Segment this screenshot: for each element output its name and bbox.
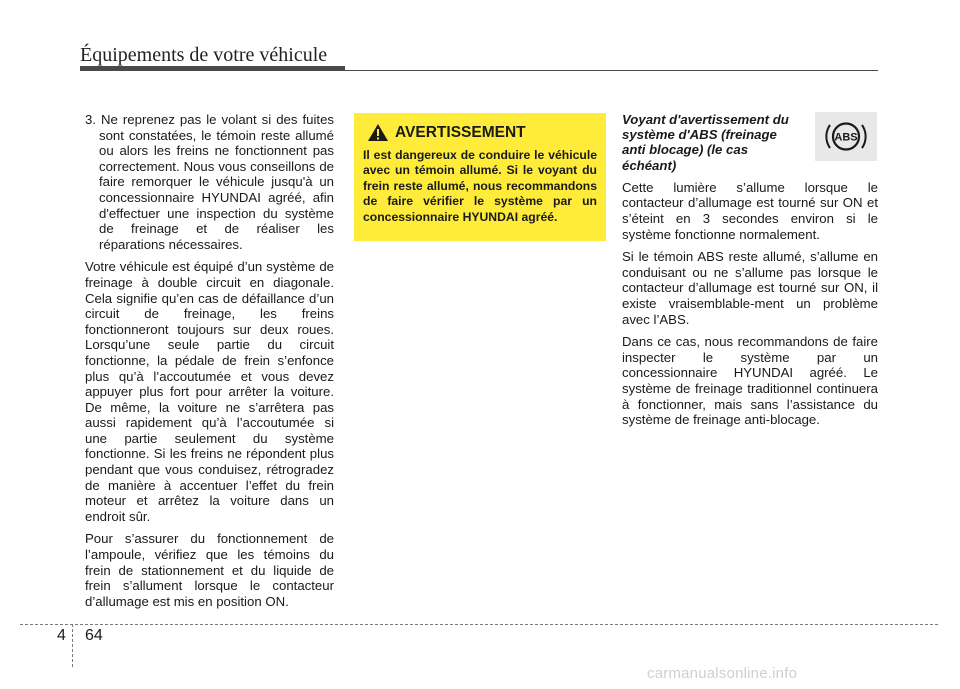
item-number: 3. [85, 112, 96, 127]
warning-text: Il est dangereux de conduire le véhicule avec un témoin allumé. Si le voyant du frein reste allumé, nous recommandons de faire vérifier le système par un concessionnaire HYUNDAI agréé. [363, 148, 597, 224]
abs-label: ABS [834, 131, 858, 144]
abs-paragraph-2: Si le témoin ABS reste allumé, s’allume en conduisant ou ne s’allume pas lorsque le contacteur d’allumage est tourné sur ON, il existe vraisemblable-ment un problème avec l’ABS. [622, 249, 878, 327]
bulb-check-paragraph: Pour s’assurer du fonctionnement de l’ampoule, vérifiez que les témoins du frein de stationnement et du liquide de frein s’allument lorsque le contacteur d’allumage est mis en position ON. [85, 531, 334, 609]
chapter-number: 4 [57, 627, 66, 644]
warning-box [354, 113, 606, 241]
abs-paragraph-3: Dans ce cas, nous recommandons de faire inspecter le système par un concessionnaire HYUNDAI agréé. Le système de freinage traditionnel continuera à fonctionner, mais sans l’assistance du système de freinage anti-blocage. [622, 334, 878, 428]
abs-warning-light [815, 112, 877, 161]
warning-header [363, 123, 597, 142]
page-number: 64 [85, 627, 103, 644]
watermark: carmanualsonline.info [647, 665, 798, 682]
numbered-item-3 [85, 112, 334, 252]
warning-title: AVERTISSEMENT [395, 123, 526, 141]
footer-rule [20, 624, 938, 625]
abs-icon [815, 112, 877, 161]
item-text: Ne reprenez pas le volant si des fuites sont constatées, le témoin reste allumé ou alors les freins ne fonctionnent pas correctement. Nous vous conseillons de faire remorquer le véhicule jusqu'à un concessionnaire HYUNDAI agréé, afin d'effectuer une inspection du système de freinage et de réaliser les réparations nécessaires. [99, 112, 334, 252]
header-bar [80, 66, 345, 71]
dual-circuit-paragraph: Votre véhicule est équipé d’un système de freinage à double circuit en diagonale. Cela signifie qu’en cas de défaillance d’un circuit de freinage, les freins fonctionneront toujours sur deux roues. Lorsqu’une seule partie du circuit fonctionne, la pédale de frein s’enfonce plus qu’à l’accoutumée et vous devez appuyer plus fort pour arrêter la voiture. De même, la voiture ne s’arrêtera pas aussi rapidement qu’à l’accoutumée si une partie seulement du système fonctionne. Si les freins ne répondent plus pendant que vous conduisez, rétrogradez de manière à accentuer l’effet du frein moteur et arrêtez la voiture dans un endroit sûr. [85, 259, 334, 524]
warning-triangle-icon [367, 123, 389, 142]
left-column [85, 112, 334, 616]
footer-separator [72, 624, 73, 667]
abs-section-heading: Voyant d'avertissement du système d'ABS (freinage anti blocage) (le cas échéant) [622, 112, 789, 173]
page-header-title: Équipements de votre véhicule [80, 44, 328, 66]
abs-paragraph-1: Cette lumière s’allume lorsque le contacteur d’allumage est tourné sur ON et s’éteint en 3 secondes environ si le système fonctionne normalement. [622, 179, 878, 242]
header-rule [345, 70, 878, 71]
